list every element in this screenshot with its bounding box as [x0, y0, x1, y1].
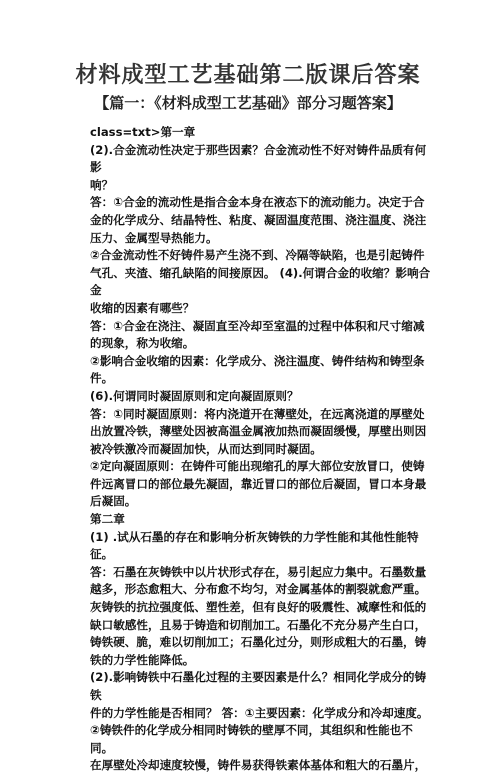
- text-line: 铸铁硬、脆，难以切削加工；石墨化过分，则形成粗大的石墨，铸: [90, 635, 427, 650]
- text-line: 答：石墨在灰铸铁中以片状形式存在，易引起应力集中。石墨数量: [90, 564, 427, 579]
- text-line: 灰铸铁的抗拉强度低、塑性差，但有良好的吸震性、减摩性和低的: [90, 600, 427, 615]
- text-line: ②铸铁件的化学成分相同时铸铁的壁厚不同，其组织和性能也不同。: [90, 723, 413, 755]
- text-line: 气孔、夹渣、缩孔缺陷的间接原因。 (4).何谓合金的收缩？影响合金: [90, 265, 431, 298]
- text-line: (6).何谓同时凝固原则和定向凝固原则？: [90, 388, 299, 403]
- text-line: 铁的力学性能降低。: [90, 652, 195, 667]
- text-line: (2).影响铸铁中石墨化过程的主要因素是什么？相同化学成分的铸铁: [90, 670, 427, 702]
- text-line: 答：①合金在浇注、凝固直至冷却至室温的过程中体积和尺寸缩减: [90, 318, 425, 333]
- text-line: 压力、金属型导热能力。: [90, 230, 218, 245]
- text-line: 件。: [90, 371, 114, 386]
- text-line: ②定向凝固原则：在铸件可能出现缩孔的厚大部位安放冒口，使铸: [90, 459, 425, 474]
- text-line: 第二章: [90, 512, 125, 527]
- text-line: 的现象，称为收缩。: [90, 336, 195, 351]
- document-title: 材料成型工艺基础第二版课后答案: [75, 62, 421, 88]
- text-line: 后凝固。: [90, 494, 137, 509]
- text-line: (1) .试从石墨的存在和影响分析灰铸铁的力学性能和其他性能特征。: [90, 529, 419, 562]
- text-line: ②影响合金收缩的因素：化学成分、浇注温度、铸件结构和铸型条: [90, 353, 425, 368]
- text-line: class=txt>第一章: [90, 125, 196, 139]
- text-line: 被冷铁激冷而凝固加快，从而达到同时凝固。: [90, 441, 322, 456]
- text-line: 答：①合金的流动性是指合金本身在液态下的流动能力。决定于合: [90, 195, 425, 210]
- text-line: 越多，形态愈粗大、分布愈不均匀，对金属基体的割裂就愈严重。: [90, 582, 427, 597]
- text-line: 答：①同时凝固原则：将内浇道开在薄壁处，在远离浇道的厚壁处: [90, 406, 425, 421]
- text-line: 在厚壁处冷却速度较慢，铸件易获得铁素体基体和粗大的石墨片，: [90, 758, 427, 773]
- text-line: 件远离冒口的部位最先凝固，靠近冒口的部位后凝固，冒口本身最: [90, 476, 427, 491]
- text-line: 件的力学性能是否相同？ 答：①主要因素：化学成分和冷却速度。: [90, 705, 429, 720]
- document-body: [90, 124, 436, 775]
- text-line: ②合金流动性不好铸件易产生浇不到、冷隔等缺陷，也是引起铸件: [90, 248, 425, 263]
- text-line: 缺口敏感性，且易于铸造和切削加工。石墨化不充分易产生白口，: [90, 617, 427, 632]
- text-line: 响？: [90, 177, 114, 192]
- text-line: 收缩的因素有哪些？: [90, 300, 195, 315]
- text-line: 出放置冷铁，薄壁处因被高温金属液加热而凝固缓慢，厚壁出则因: [90, 424, 427, 439]
- text-line: (2).合金流动性决定于那些因素？合金流动性不好对铸件品质有何影: [90, 142, 427, 175]
- text-line: 金的化学成分、结晶特性、粘度、凝固温度范围、浇注温度、浇注: [90, 212, 427, 227]
- document-subtitle: 【篇一：《材料成型工艺基础》部分习题答案】: [94, 94, 402, 112]
